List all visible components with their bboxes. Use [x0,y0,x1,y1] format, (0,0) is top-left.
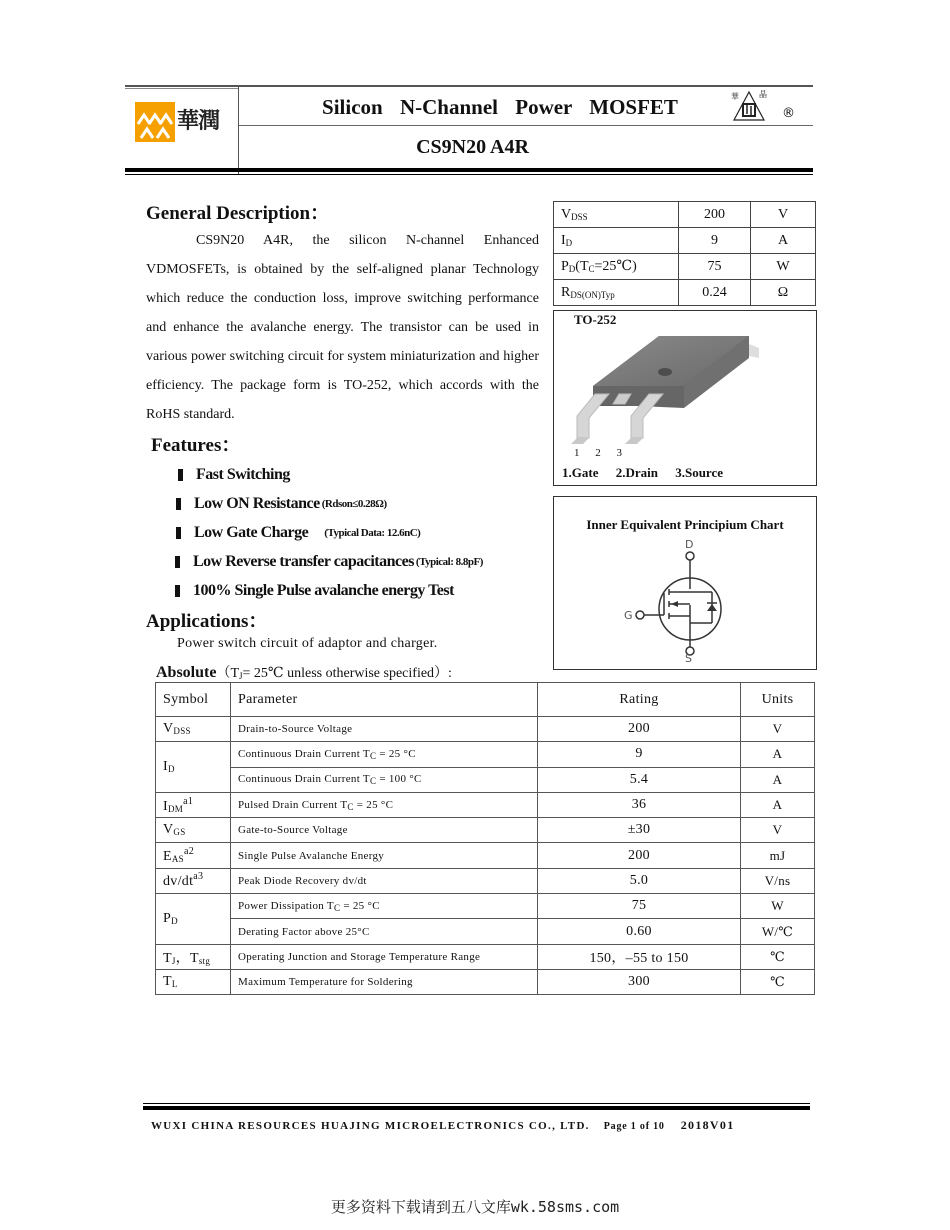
cell-unit: mJ [741,843,815,868]
symbol-sub: DM [167,803,184,814]
cell-parameter [231,894,538,919]
spec-row [554,228,816,254]
spec-symbol [554,228,679,254]
parameter-text: Continuous Drain Current T [238,773,370,786]
bullet-icon [178,469,183,481]
symbol-main: ，T [175,950,199,966]
applications-text: Power switch circuit of adaptor and charger. [177,636,438,651]
cell-unit: A [741,792,815,817]
parameter-sub: C [369,750,377,761]
circuit-title: Inner Equivalent Principium Chart [586,517,784,532]
absolute-ratings-heading: Absolute [156,664,217,681]
parameter-sub: C [369,776,377,787]
symbol-main: E [163,849,172,865]
table-row [156,868,815,893]
registered-mark: ® [782,106,795,121]
symbol-main: I [163,798,168,814]
parameter-text: Maximum Temperature for Soldering [238,976,413,989]
symbol-sub: D [565,237,573,248]
feature-label: 100% Single Pulse avalanche energy Test [193,581,454,599]
package-figure [553,310,817,486]
pin-legend-drain: 2.Drain [615,465,658,480]
pin-legend-source: 3.Source [675,465,724,480]
cell-rating: 200 [538,717,741,742]
mosfet-symbol-icon [624,537,754,662]
table-row [156,944,815,969]
symbol-sub: DSS [571,211,588,222]
symbol-main: V [561,206,572,222]
header-divider [238,86,239,174]
footer-company: WUXI CHINA RESOURCES HUAJING MICROELECTRONICS CO., LTD. [151,1120,590,1132]
symbol-main: dv/dt [163,874,194,890]
parameter-sub: C [333,902,341,913]
table-row [156,894,815,919]
cell-rating: 300 [538,969,741,994]
spec-symbol [554,280,679,306]
parameter-text: = 25 °C [376,747,416,760]
spec-value: 200 [679,202,751,228]
footnote-ref: a1 [183,795,194,807]
header-rule-top-thin [125,88,238,89]
cell-rating: 36 [538,792,741,817]
feature-label: Low ON Resistance [194,494,320,512]
parameter-text: Gate-to-Source Voltage [238,824,348,837]
table-row [156,767,815,792]
spec-value: 75 [679,254,751,280]
equivalent-circuit-figure [553,496,817,670]
symbol-main: T [163,950,172,966]
cell-parameter [231,919,538,944]
footnote-ref: a2 [183,846,195,858]
symbol-sub: AS [171,854,184,865]
symbol-main: I [561,232,566,248]
cell-rating: 200 [538,843,741,868]
footer-rule-thick [143,1106,810,1110]
symbol-sub: J [171,955,176,966]
symbol-sub: L [171,979,178,990]
table-row [156,792,815,817]
package-title: TO-252 [574,312,617,327]
cell-rating: 5.0 [538,868,741,893]
cell-parameter [231,767,538,792]
footnote-ref: a3 [193,871,204,883]
spec-unit: Ω [751,280,816,306]
column-header-units: Units [741,683,815,717]
general-description-heading: General Description： [146,203,330,224]
svg-text:華: 華 [731,92,739,101]
feature-item [175,547,483,576]
parameter-sub: C [347,801,354,812]
certification-mark-icon [729,88,769,122]
feature-label: Fast Switching [196,465,290,483]
symbol-main: R [561,284,571,300]
table-header-row [156,683,815,717]
cell-parameter [231,818,538,843]
parameter-text: = 100 °C [376,773,422,786]
table-row [156,843,815,868]
pin-number: 2 [595,447,601,459]
feature-note: (Rdson≤0.28Ω) [321,497,387,510]
bullet-icon [175,556,180,568]
header-rule-middle [239,125,813,126]
symbol-sub: D [167,764,175,775]
parameter-text: Peak Diode Recovery dv/dt [238,874,367,887]
symbol-main: P [561,259,569,274]
general-description-text [146,226,539,429]
cell-rating: 150，–55 to 150 [538,944,741,969]
gate-label: G [624,609,633,622]
column-header-symbol: Symbol [156,683,231,717]
feature-item [176,489,483,518]
condition-sub: J [239,671,243,681]
company-logo-text: 華潤 [177,108,220,134]
footer [151,1118,735,1133]
cell-symbol [156,969,231,994]
cell-parameter [231,717,538,742]
document-title: Silicon N-Channel Power MOSFET [322,95,678,119]
cell-rating: 5.4 [538,767,741,792]
cell-symbol [156,868,231,893]
spec-row [554,254,816,280]
symbol-sub: D [171,915,178,926]
cell-parameter [231,843,538,868]
package-pin-legend [562,465,737,481]
cell-rating: 75 [538,894,741,919]
header-rule-bottom [125,168,813,172]
spec-unit: W [751,254,816,280]
footer-rule-thin [143,1103,810,1104]
cell-unit: A [741,742,815,767]
parameter-text: = 25 °C [353,798,394,811]
parameter-text: Continuous Drain Current T [238,747,370,760]
cell-parameter [231,792,538,817]
cell-symbol [156,818,231,843]
feature-note: (Typical: 8.8pF) [415,555,483,568]
pin-number: 3 [616,447,622,459]
table-row [156,818,815,843]
table-row [156,919,815,944]
to252-package-icon [569,326,769,446]
table-row [156,969,815,994]
feature-label: Low Gate Charge [194,523,309,541]
symbol-sub: D [568,264,576,274]
symbol-main: P [163,910,172,926]
feature-item [176,518,483,547]
pin-legend-gate: 1.Gate [562,465,599,480]
company-logo-icon [135,102,175,142]
feature-label: Low Reverse transfer capacitances [193,552,414,570]
column-header-rating: Rating [538,683,741,717]
cell-unit: V [741,717,815,742]
package-pin-numbers [574,447,622,459]
cell-symbol [156,742,231,793]
feature-note: (Typical Data: 12.6nC) [324,526,421,539]
features-heading: Features： [151,435,241,456]
cell-symbol [156,717,231,742]
spec-value: 0.24 [679,280,751,306]
parameter-text: Single Pulse Avalanche Energy [238,849,385,862]
parameter-text: Drain-to-Source Voltage [238,723,353,736]
cell-rating: ±30 [538,818,741,843]
source-label: S [685,652,692,662]
footer-version: 2018V01 [680,1118,735,1132]
cell-unit: V/ns [741,868,815,893]
footer-page-number: Page 1 of 10 [603,1121,665,1132]
cell-unit: W [741,894,815,919]
cell-symbol [156,843,231,868]
applications-heading: Applications： [146,611,268,632]
features-list [178,460,483,605]
absolute-ratings-table [155,682,815,995]
condition-text: （T [216,666,240,681]
symbol-sub: DS(ON)Typ [570,289,615,300]
cell-rating: 9 [538,742,741,767]
cell-rating: 0.60 [538,919,741,944]
symbol-sub: stg [198,955,211,966]
bullet-icon [176,498,181,510]
cell-parameter [231,742,538,767]
feature-item [175,576,483,605]
table-row [156,717,815,742]
svg-text:晶: 晶 [759,90,767,99]
parameter-text: Pulsed Drain Current T [238,798,348,811]
spec-row [554,202,816,228]
absolute-ratings-caption [156,662,452,682]
cell-unit: ℃ [741,969,815,994]
parameter-text: Derating Factor above 25°C [238,925,370,938]
bullet-icon [175,585,180,597]
header-rule-bottom-thin [125,174,813,175]
general-description-body: CS9N20 A4R, the silicon N-channel Enhanced VDMOSFETs, is obtained by the self-aligned planar Technology which reduce the conduction loss, improve switching performance and enhance the avalanche energy. The transistor can be used in various power switching circuit for system miniaturization and higher efficiency. The package form is TO-252, which accords with the RoHS standard. [146,233,539,422]
spec-unit: V [751,202,816,228]
table-row [156,742,815,767]
cell-parameter [231,969,538,994]
bullet-icon [176,527,181,539]
cell-symbol [156,944,231,969]
feature-item [178,460,483,489]
key-specs-table [553,201,816,306]
cell-unit: V [741,818,815,843]
pin-number: 1 [574,447,580,459]
symbol-sub: DSS [173,726,191,737]
symbol-main: V [163,822,174,838]
cell-symbol [156,894,231,945]
symbol-suffix: =25℃) [594,259,637,274]
model-number: CS9N20 A4R [416,136,529,158]
condition-text-rest: = 25℃ unless otherwise specified）: [242,666,452,681]
symbol-main: V [163,721,174,737]
drain-label: D [685,538,694,551]
cell-unit: A [741,767,815,792]
parameter-text: = 25 °C [340,899,380,912]
symbol-sub: GS [173,827,186,838]
symbol-sub: C [588,264,595,274]
header-rule-top [125,85,813,87]
spec-symbol [554,254,679,280]
cell-symbol [156,792,231,817]
symbol-main: I [163,759,168,775]
spec-row [554,280,816,306]
spec-symbol [554,202,679,228]
column-header-parameter: Parameter [231,683,538,717]
symbol-main: T [163,974,172,990]
cell-unit: W/℃ [741,919,815,944]
spec-unit: A [751,228,816,254]
cell-unit: ℃ [741,944,815,969]
parameter-text: Operating Junction and Storage Temperature Range [238,950,481,963]
symbol-suffix: (T [575,259,589,274]
spec-value: 9 [679,228,751,254]
cell-parameter [231,868,538,893]
parameter-text: Power Dissipation T [238,899,334,912]
cell-parameter [231,944,538,969]
watermark-link[interactable]: 更多资料下载请到五八文库wk.58sms.com [330,1198,620,1216]
